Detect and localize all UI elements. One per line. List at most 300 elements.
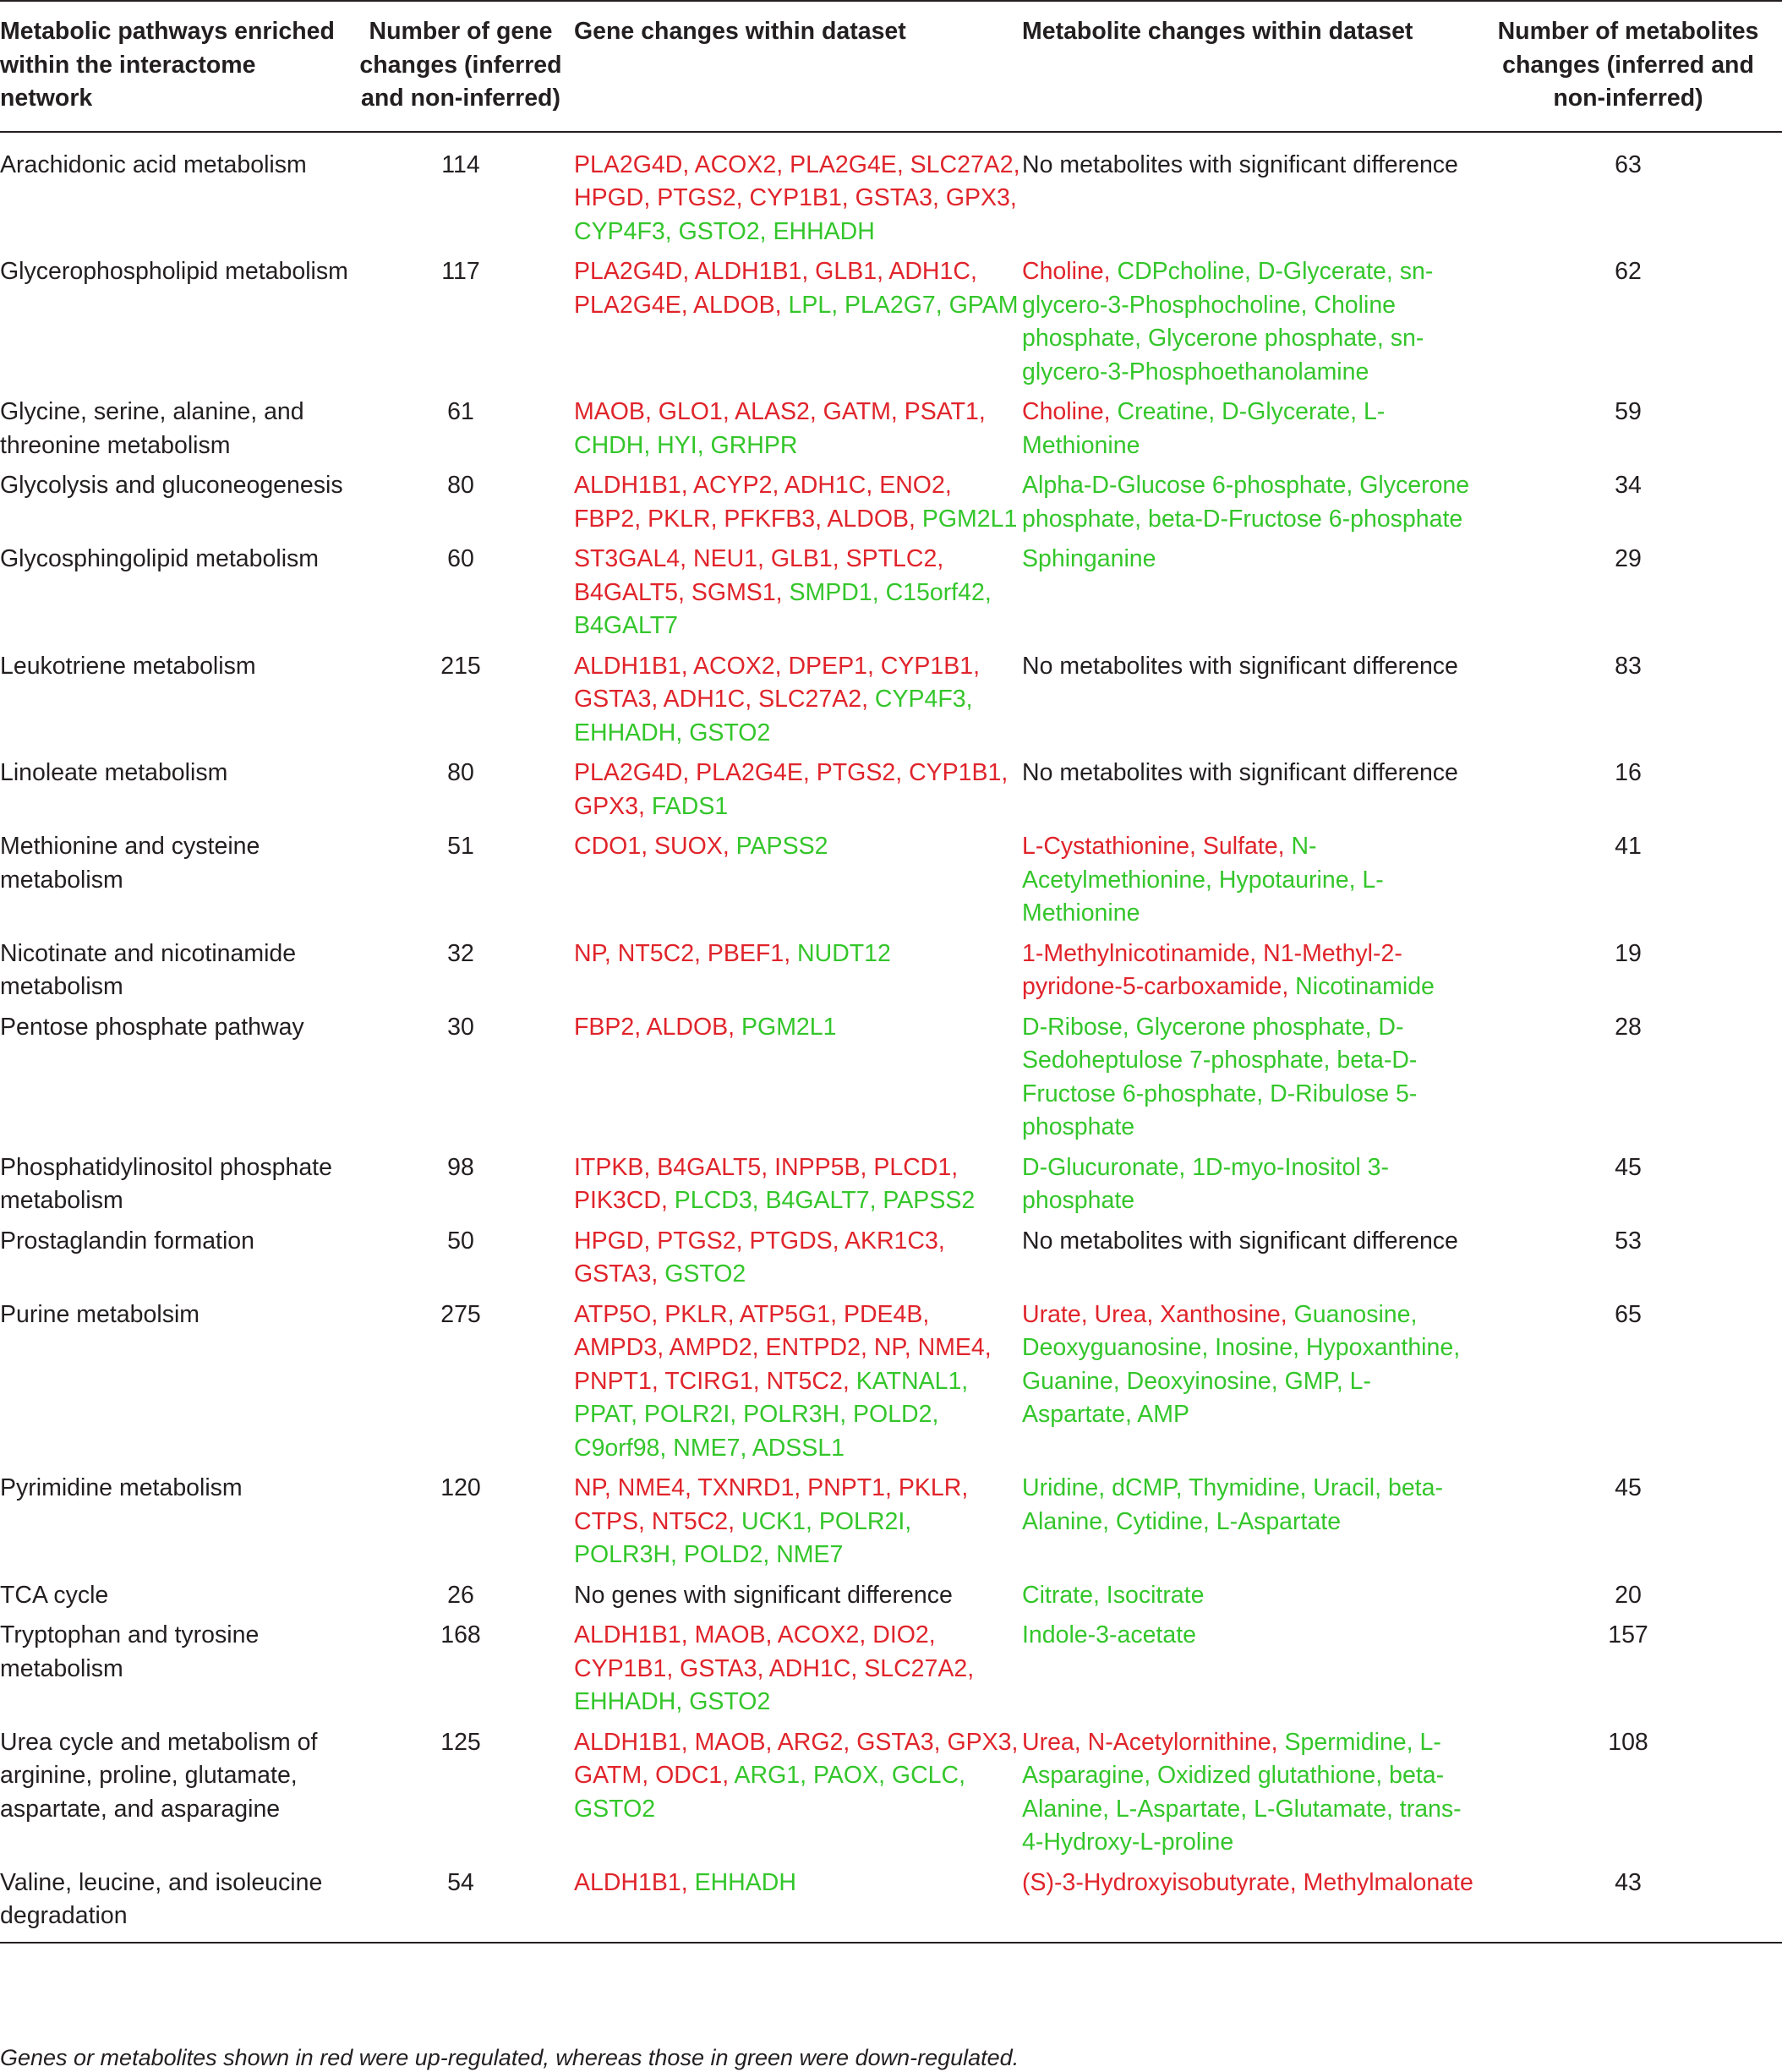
gene-item: PGM2L1 [921, 505, 1018, 533]
metabolite-changes-cell: Urea, N-Acetylornithine, Spermidine, L-Asparagine, Oxidized glutathione, beta-Alanine, L-Aspartate, L-Glutamate, trans-4-Hydroxy-L-proline [1022, 1728, 1462, 1856]
gene-item: ATP5G1 [739, 1300, 831, 1328]
gene-item: POLR3H [743, 1401, 840, 1428]
metabolite-item: L-Methionine [1022, 866, 1384, 927]
metabolite-item: Xanthosine [1160, 1300, 1281, 1328]
table-row [0, 132, 1782, 256]
gene-item: NUDT12 [797, 939, 891, 967]
gene-item: ACOX2 [693, 652, 775, 680]
gene-item: POLR3H [574, 1541, 671, 1568]
metabolite-count-cell: 45 [1615, 1474, 1642, 1501]
gene-count-cell: 114 [441, 150, 480, 178]
metabolite-item: Choline [1022, 258, 1104, 285]
gene-item: CYP1B1 [880, 652, 974, 680]
table-footnote: Genes or metabolites shown in red were up-regulated, whereas those in green were down-regulated. [0, 2045, 1019, 2070]
gene-item: GPX3 [574, 792, 639, 820]
gene-item: SLC27A2 [758, 686, 862, 713]
header-row [0, 1, 1782, 132]
metabolite-count-cell: 45 [1615, 1153, 1642, 1181]
gene-item: CYP1B1 [909, 759, 1002, 786]
gene-item: GSTA3 [574, 686, 652, 713]
metabolite-item: Glycerone phosphate [1147, 325, 1377, 352]
gene-item: CYP1B1 [574, 1654, 667, 1682]
gene-item: EHHADH [694, 1868, 796, 1896]
gene-item: GLO1 [658, 398, 723, 425]
gene-item: B4GALT5 [574, 578, 679, 606]
metabolite-item: GMP [1284, 1367, 1336, 1395]
metabolite-changes-cell [1021, 132, 1474, 256]
metabolite-count-cell: 108 [1608, 1728, 1648, 1756]
metabolite-changes-cell: Urate, Urea, Xanthosine, Guanosine, Deoxyguanosine, Inosine, Hypoxanthine, Guanine, Deoxyinosine, GMP, L-Aspartate, AMP [1022, 1300, 1461, 1428]
gene-item: ALDH1B1 [574, 652, 681, 680]
gene-item: HPGD [574, 184, 644, 211]
gene-item: GATM [823, 398, 891, 425]
gene-item: FBP2 [574, 505, 635, 533]
metabolite-item: Uridine [1022, 1474, 1099, 1501]
gene-changes-cell: NP, NME4, TXNRD1, PNPT1, PKLR, CTPS, NT5C2, UCK1, POLR2I, POLR3H, POLD2, NME7 [574, 1474, 969, 1568]
gene-item: PSAT1 [904, 398, 979, 425]
header-pathway: Metabolic pathways enriched within the interactome network [0, 1, 348, 132]
header-gene-changes: Gene changes within dataset [573, 1, 1021, 132]
gene-item: NME7 [673, 1434, 741, 1462]
gene-item: PLCD3 [674, 1187, 752, 1214]
gene-item: C9orf98 [574, 1434, 660, 1462]
gene-count-cell: 98 [447, 1153, 474, 1181]
pathway-name-cell: Urea cycle and metabolism of arginine, proline, glutamate, aspartate, and asparagine [0, 1728, 318, 1823]
table-body [0, 132, 1782, 1943]
gene-item: DIO2 [872, 1621, 929, 1648]
gene-item: ALDOB [827, 505, 910, 533]
table-row [0, 469, 1782, 543]
gene-changes-cell: PLA2G4D, ALDH1B1, GLB1, ADH1C, PLA2G4E, ALDOB, LPL, PLA2G7, GPAM [574, 258, 1019, 319]
gene-item: PTGS2 [657, 184, 736, 211]
metabolite-item: Deoxyguanosine [1022, 1334, 1202, 1361]
gene-count-cell: 168 [440, 1621, 481, 1648]
gene-changes-cell: ALDH1B1, EHHADH [573, 1867, 1021, 1943]
table-row [0, 830, 1782, 938]
metabolite-item: Inosine [1215, 1334, 1293, 1361]
metabolite-item: D-Ribose [1022, 1013, 1123, 1041]
metabolite-item: Alpha-D-Glucose 6-phosphate [1022, 472, 1347, 499]
table-row [0, 1726, 1782, 1867]
pathway-name-cell: Nicotinate and nicotinamide metabolism [0, 939, 297, 1000]
gene-item: AKR1C3 [844, 1227, 938, 1255]
gene-item: ACOX2 [777, 1621, 860, 1648]
gene-count-cell: 30 [447, 1013, 474, 1041]
metabolite-item: Sulfate [1202, 833, 1278, 860]
table-row [0, 1619, 1782, 1726]
gene-item: GPX3 [945, 184, 1010, 211]
metabolite-changes-cell [1021, 543, 1474, 650]
gene-item: TCIRG1 [664, 1367, 753, 1395]
metabolite-item: Choline [1022, 398, 1104, 425]
table-row [0, 1867, 1782, 1943]
gene-count-cell: 51 [447, 833, 474, 860]
metabolite-item: Hypotaurine [1218, 866, 1349, 894]
metabolite-item: AMP [1137, 1401, 1190, 1428]
table-header [0, 1, 1782, 132]
gene-item: HPGD [574, 1227, 644, 1255]
gene-count-cell: 50 [447, 1227, 474, 1255]
metabolite-changes-cell: Uridine, dCMP, Thymidine, Uracil, beta-Alanine, Cytidine, L-Aspartate [1022, 1474, 1443, 1535]
gene-item: C15orf42 [885, 578, 985, 606]
metabolite-changes-cell: Choline, CDPcholine, D-Glycerate, sn-glycero-3-Phosphocholine, Choline phosphate, Glycerone phosphate, sn-glycero-3-Phosphoethanolamine [1022, 258, 1434, 385]
metabolite-count-cell: 83 [1615, 652, 1642, 680]
gene-item: NME4 [917, 1334, 985, 1361]
gene-item: EHHADH [574, 719, 676, 746]
pathway-name-cell: Glycolysis and gluconeogenesis [0, 472, 343, 499]
pathway-name-cell: TCA cycle [0, 1581, 109, 1609]
metabolite-item: N1-Methyl-2-pyridone-5-carboxamide [1022, 939, 1402, 1000]
metabolite-item: sn-glycero-3-Phosphocholine [1022, 258, 1434, 319]
gene-count-cell: 215 [440, 652, 481, 680]
metabolite-item: Nicotinamide [1295, 973, 1435, 1000]
gene-item: AMPD3 [574, 1334, 658, 1361]
gene-item: ARG2 [777, 1728, 844, 1756]
gene-item: ALDH1B1 [574, 1621, 681, 1648]
metabolite-item: No metabolites with significant difference [1022, 150, 1458, 178]
gene-item: POLR2I [643, 1401, 730, 1428]
gene-item: CYP4F3 [574, 217, 665, 245]
metabolite-item: Urate [1022, 1300, 1081, 1328]
gene-item: PGM2L1 [741, 1013, 837, 1041]
metabolite-item: beta-D-Fructose 6-phosphate [1022, 1047, 1418, 1107]
metabolite-item: L-Cystathionine [1022, 833, 1190, 860]
gene-item: NP [574, 1474, 604, 1501]
metabolite-item: Choline phosphate [1022, 291, 1397, 352]
gene-item: GSTO2 [689, 1688, 771, 1715]
gene-changes-cell: ALDH1B1, MAOB, ACOX2, DIO2, CYP1B1, GSTA3, ADH1C, SLC27A2, EHHADH, GSTO2 [574, 1621, 975, 1715]
gene-item: PTGDS [749, 1227, 833, 1255]
metabolite-changes-cell: D-Glucuronate, 1D-myo-Inositol 3-phosphate [1022, 1153, 1390, 1214]
gene-item: PIK3CD [574, 1187, 661, 1214]
gene-changes-cell: CDO1, SUOX, PAPSS2 [574, 833, 828, 860]
pathway-name-cell: Tryptophan and tyrosine metabolism [0, 1621, 260, 1682]
gene-changes-cell: MAOB, GLO1, ALAS2, GATM, PSAT1, CHDH, HYI, GRHPR [574, 398, 986, 459]
metabolite-item: CDPcholine [1117, 258, 1244, 285]
metabolite-count-cell: 28 [1615, 1013, 1642, 1041]
gene-item: CHDH [574, 431, 644, 459]
gene-item: NEU1 [693, 545, 758, 572]
gene-item: NT5C2 [651, 1507, 729, 1535]
gene-item: EHHADH [574, 1688, 676, 1715]
gene-item: SGMS1 [691, 578, 776, 606]
gene-item: GSTA3 [855, 184, 932, 211]
metabolite-changes-cell: (S)-3-Hydroxyisobutyrate, Methylmalonate [1021, 1867, 1474, 1943]
gene-count-cell: 80 [447, 759, 474, 786]
gene-item: LPL [788, 291, 832, 319]
gene-item: PAPSS2 [883, 1187, 976, 1214]
metabolite-item: Citrate [1022, 1581, 1093, 1609]
gene-changes-cell: ITPKB, B4GALT5, INPP5B, PLCD1, PIK3CD, PLCD3, B4GALT7, PAPSS2 [574, 1153, 976, 1214]
gene-item: PKLR [898, 1474, 962, 1501]
metabolite-item: Urea [1022, 1728, 1074, 1756]
metabolite-item: No metabolites with significant difference [1022, 652, 1458, 680]
gene-item: B4GALT7 [574, 612, 679, 639]
gene-item: SLC27A2 [910, 150, 1014, 178]
gene-changes-cell: HPGD, PTGS2, PTGDS, AKR1C3, GSTA3, GSTO2 [574, 1227, 945, 1287]
pathway-name-cell: Valine, leucine, and isoleucine degradation [0, 1867, 348, 1943]
metabolite-item: No metabolites with significant difference [1022, 1227, 1458, 1255]
gene-item: ENO2 [879, 472, 945, 499]
gene-item: ODC1 [655, 1762, 723, 1789]
gene-item: TXNRD1 [697, 1474, 795, 1501]
gene-count-cell: 60 [447, 545, 474, 572]
gene-item: PAPSS2 [735, 833, 828, 860]
gene-item: MAOB [574, 398, 645, 425]
metabolite-item: L-Methionine [1022, 398, 1386, 459]
gene-item: ADH1C [663, 686, 746, 713]
metabolite-item: N-Acetylornithine [1087, 1728, 1271, 1756]
gene-count-cell: 120 [440, 1474, 481, 1501]
gene-item: PNPT1 [807, 1474, 886, 1501]
gene-item: ATP5O [574, 1300, 652, 1328]
metabolite-count-cell: 62 [1615, 258, 1642, 285]
gene-item: GLB1 [770, 545, 833, 572]
gene-changes-cell: ALDH1B1, ACYP2, ADH1C, ENO2, FBP2, PKLR, PFKFB3, ALDOB, PGM2L1 [574, 472, 1018, 533]
gene-item: PFKFB3 [724, 505, 816, 533]
metabolite-item: Thymidine [1188, 1474, 1300, 1501]
gene-item: PLA2G4E [574, 291, 681, 319]
gene-count-cell: 275 [440, 1300, 481, 1328]
metabolite-item: Oxidized glutathione [1157, 1762, 1376, 1789]
metabolite-item: D-Glycerate [1257, 258, 1386, 285]
gene-item: NT5C2 [766, 1367, 843, 1395]
gene-count-cell: 26 [447, 1581, 474, 1609]
gene-changes-cell [573, 1579, 1021, 1620]
table-row [0, 543, 1782, 650]
gene-item: POLR2I [818, 1507, 905, 1535]
pathway-name-cell: Methionine and cysteine metabolism [0, 833, 260, 894]
metabolite-count-cell: 65 [1615, 1300, 1642, 1328]
metabolite-count-cell: 20 [1615, 1581, 1642, 1609]
metabolite-changes-cell [1021, 757, 1474, 830]
gene-changes-cell: ALDH1B1, MAOB, ARG2, GSTA3, GPX3, GATM, ODC1, ARG1, PAOX, GCLC, GSTO2 [574, 1728, 1019, 1823]
gene-item: PAOX [812, 1762, 879, 1789]
gene-item: B4GALT5 [657, 1153, 762, 1181]
gene-item: CTPS [574, 1507, 639, 1535]
metabolite-item: dCMP [1112, 1474, 1176, 1501]
gene-item: PPAT [574, 1401, 631, 1428]
header-gene-count: Number of gene changes (inferred and non-inferred) [348, 1, 573, 132]
table-row [0, 1298, 1782, 1473]
metabolite-count-cell: 41 [1615, 833, 1642, 860]
gene-count-cell: 54 [348, 1867, 573, 1943]
pathway-name-cell: Leukotriene metabolism [0, 652, 256, 680]
gene-item: PTGS2 [657, 1227, 736, 1255]
metabolite-item: Guanosine [1293, 1300, 1411, 1328]
gene-item: GPX3 [947, 1728, 1012, 1756]
pathway-name-cell: Glycine, serine, alanine, and threonine metabolism [0, 398, 304, 459]
metabolite-item: beta-Alanine [1022, 1762, 1445, 1823]
gene-item: POLD2 [683, 1541, 763, 1568]
gene-item: GSTA3 [574, 1260, 652, 1287]
gene-item: PLA2G4D [574, 150, 683, 178]
metabolite-item: Guanine [1022, 1367, 1113, 1395]
gene-item: NP [873, 1334, 905, 1361]
gene-item: PBEF1 [707, 939, 784, 967]
gene-item: GSTA3 [680, 1654, 757, 1682]
metabolite-item: Methylmalonate [1303, 1868, 1473, 1896]
metabolite-item: L-Glutamate [1254, 1795, 1386, 1823]
pathway-name-cell: Purine metabolsim [0, 1300, 200, 1328]
gene-item: GRHPR [710, 431, 798, 459]
metabolite-item: No metabolites with significant difference [1022, 759, 1458, 786]
metabolite-changes-cell: Choline, Creatine, D-Glycerate, L-Methionine [1022, 398, 1386, 459]
gene-item: CDO1 [574, 833, 642, 860]
gene-item: ITPKB [574, 1153, 644, 1181]
metabolite-item: Sphinganine [1022, 545, 1156, 572]
gene-item: DPEP1 [788, 652, 867, 680]
pathway-name-cell: Linoleate metabolism [0, 759, 228, 786]
metabolite-item: Isocitrate [1106, 1581, 1205, 1609]
table-row [0, 650, 1782, 757]
gene-item: ALDH1B1 [574, 1868, 681, 1896]
header-metabolite-count: Number of metabolites changes (inferred and non-inferred) [1474, 1, 1782, 132]
gene-item: ADH1C [784, 472, 866, 499]
gene-item: SMPD1 [789, 578, 872, 606]
gene-item: INPP5B [774, 1153, 861, 1181]
gene-item: PLCD1 [873, 1153, 952, 1181]
table-row [0, 1579, 1782, 1620]
gene-item: GATM [574, 1762, 642, 1789]
gene-item: SUOX [654, 833, 723, 860]
metabolite-item: Deoxyinosine [1126, 1367, 1271, 1395]
table-row [0, 1472, 1782, 1579]
metabolite-item: 1D-myo-Inositol 3-phosphate [1022, 1153, 1390, 1214]
gene-item: PLA2G4E [696, 759, 803, 786]
pathway-name-cell: Glycosphingolipid metabolism [0, 545, 320, 572]
gene-changes-cell: PLA2G4D, PLA2G4E, PTGS2, CYP1B1, GPX3, FADS1 [574, 759, 1009, 820]
gene-item: HYI [657, 431, 697, 459]
metabolite-changes-cell [1021, 1225, 1474, 1298]
header-metabolite-changes: Metabolite changes within dataset [1021, 1, 1474, 132]
table-row [0, 1225, 1782, 1298]
metabolite-item: L-Aspartate [1216, 1507, 1342, 1535]
gene-item: NME7 [776, 1541, 844, 1568]
gene-changes-cell: ST3GAL4, NEU1, GLB1, SPTLC2, B4GALT5, SGMS1, SMPD1, C15orf42, B4GALT7 [574, 545, 992, 639]
gene-item: PDE4B [843, 1300, 923, 1328]
gene-changes-cell: ALDH1B1, ACOX2, DPEP1, CYP1B1, GSTA3, ADH1C, SLC27A2, CYP4F3, EHHADH, GSTO2 [574, 652, 981, 746]
gene-item: GSTO2 [664, 1260, 746, 1287]
metabolite-item: Urea [1094, 1300, 1147, 1328]
metabolite-item: L-Aspartate [1022, 1367, 1371, 1428]
gene-item: B4GALT7 [765, 1187, 870, 1214]
pathway-name-cell: Glycerophospholipid metabolism [0, 258, 348, 285]
gene-item: CYP4F3 [874, 686, 966, 713]
pathway-name-cell: Phosphatidylinositol phosphate metabolism [0, 1153, 332, 1214]
gene-item: ALDH1B1 [574, 1728, 681, 1756]
metabolite-item: D-Glucuronate [1022, 1153, 1179, 1181]
table-row [0, 396, 1782, 469]
metabolite-item: Glycerone phosphate [1135, 1013, 1365, 1041]
metabolite-changes-cell: Alpha-D-Glucose 6-phosphate, Glycerone phosphate, beta-D-Fructose 6-phosphate [1022, 472, 1470, 533]
metabolite-count-cell: 43 [1474, 1867, 1782, 1943]
metabolite-item: D-Sedoheptulose 7-phosphate [1022, 1013, 1404, 1074]
gene-item: AMPD2 [669, 1334, 752, 1361]
gene-changes-cell: PLA2G4D, ACOX2, PLA2G4E, SLC27A2, HPGD, PTGS2, CYP1B1, GSTA3, GPX3, CYP4F3, GSTO2, EHHADH [574, 150, 1020, 245]
gene-item: GSTA3 [856, 1728, 934, 1756]
metabolite-changes-cell: 1-Methylnicotinamide, N1-Methyl-2-pyridone-5-carboxamide, Nicotinamide [1022, 939, 1435, 1000]
metabolite-item: Cytidine [1115, 1507, 1203, 1535]
metabolite-item: Spermidine [1284, 1728, 1407, 1756]
gene-item: PNPT1 [574, 1367, 652, 1395]
metabolite-changes-cell: L-Cystathionine, Sulfate, N-Acetylmethionine, Hypotaurine, L-Methionine [1022, 833, 1384, 927]
metabolite-item: (S)-3-Hydroxyisobutyrate [1022, 1868, 1290, 1896]
metabolite-item: beta-D-Fructose 6-phosphate [1147, 505, 1463, 533]
gene-item: EHHADH [773, 217, 875, 245]
metabolite-count-cell: 29 [1615, 545, 1642, 572]
table-row [0, 1151, 1782, 1225]
metabolite-item: N-Acetylmethionine [1022, 833, 1317, 894]
gene-item: KATNAL1 [855, 1367, 962, 1395]
gene-item: CYP1B1 [749, 184, 842, 211]
metabolite-changes-cell: Citrate, Isocitrate [1022, 1581, 1205, 1609]
gene-item: GSTO2 [689, 719, 771, 746]
metabolite-item: 1-Methylnicotinamide [1022, 939, 1250, 967]
gene-item: GSTO2 [574, 1795, 656, 1823]
metabolite-item: Glycerone phosphate [1022, 472, 1470, 533]
pathway-name-cell: Pyrimidine metabolism [0, 1474, 243, 1501]
metabolite-item: beta-Alanine [1022, 1474, 1443, 1535]
gene-item: FBP2 [574, 1013, 635, 1041]
gene-count-cell: 117 [441, 258, 480, 285]
metabolite-count-cell: 59 [1615, 398, 1642, 425]
gene-count-cell: 32 [447, 939, 474, 967]
gene-item: ARG1 [734, 1762, 801, 1789]
table-row [0, 255, 1782, 396]
gene-item: ADSSL1 [752, 1434, 845, 1462]
metabolite-count-cell: 63 [1615, 150, 1642, 178]
gene-item: GCLC [891, 1762, 959, 1789]
metabolite-count-cell: 157 [1608, 1621, 1648, 1648]
metabolite-item: Indole-3-acetate [1022, 1621, 1196, 1648]
gene-count-cell: 125 [440, 1728, 481, 1756]
gene-item: No genes with significant difference [574, 1581, 953, 1609]
gene-item: ALDOB [646, 1013, 729, 1041]
metabolite-changes-cell: D-Ribose, Glycerone phosphate, D-Sedoheptulose 7-phosphate, beta-D-Fructose 6-phosphate, D-Ribulose 5-phosphate [1022, 1013, 1418, 1140]
gene-item: PLA2G7 [845, 291, 936, 319]
metabolite-count-cell: 34 [1615, 472, 1642, 499]
gene-item: PKLR [664, 1300, 728, 1328]
metabolite-item: Creatine [1117, 398, 1209, 425]
gene-item: ALDH1B1 [574, 472, 681, 499]
metabolite-item: L-Asparagine [1022, 1728, 1441, 1789]
metabolite-count-cell: 53 [1615, 1227, 1642, 1255]
gene-item: ADH1C [888, 258, 970, 285]
metabolite-item: L-Aspartate [1115, 1795, 1241, 1823]
table-row [0, 938, 1782, 1011]
metabolite-item: D-Ribulose 5-phosphate [1022, 1080, 1418, 1140]
gene-item: MAOB [694, 1621, 766, 1648]
gene-item: ACOX2 [694, 150, 777, 178]
metabolite-item: D-Glycerate [1222, 398, 1351, 425]
gene-item: MAOB [694, 1728, 766, 1756]
gene-item: GSTO2 [678, 217, 760, 245]
metabolite-item: trans-4-Hydroxy-L-proline [1022, 1795, 1462, 1856]
metabolite-item: sn-glycero-3-Phosphoethanolamine [1022, 325, 1424, 385]
gene-item: UCK1 [741, 1507, 806, 1535]
gene-item: ADH1C [768, 1654, 851, 1682]
table-row [0, 757, 1782, 830]
gene-item: PTGS2 [816, 759, 896, 786]
metabolite-item: Uracil [1313, 1474, 1375, 1501]
gene-item: NME4 [617, 1474, 685, 1501]
pathway-name-cell: Prostaglandin formation [0, 1227, 255, 1255]
gene-item: FADS1 [651, 792, 729, 820]
metabolite-changes-cell [1021, 650, 1474, 757]
gene-item: NP [574, 939, 604, 967]
gene-item: NT5C2 [617, 939, 695, 967]
